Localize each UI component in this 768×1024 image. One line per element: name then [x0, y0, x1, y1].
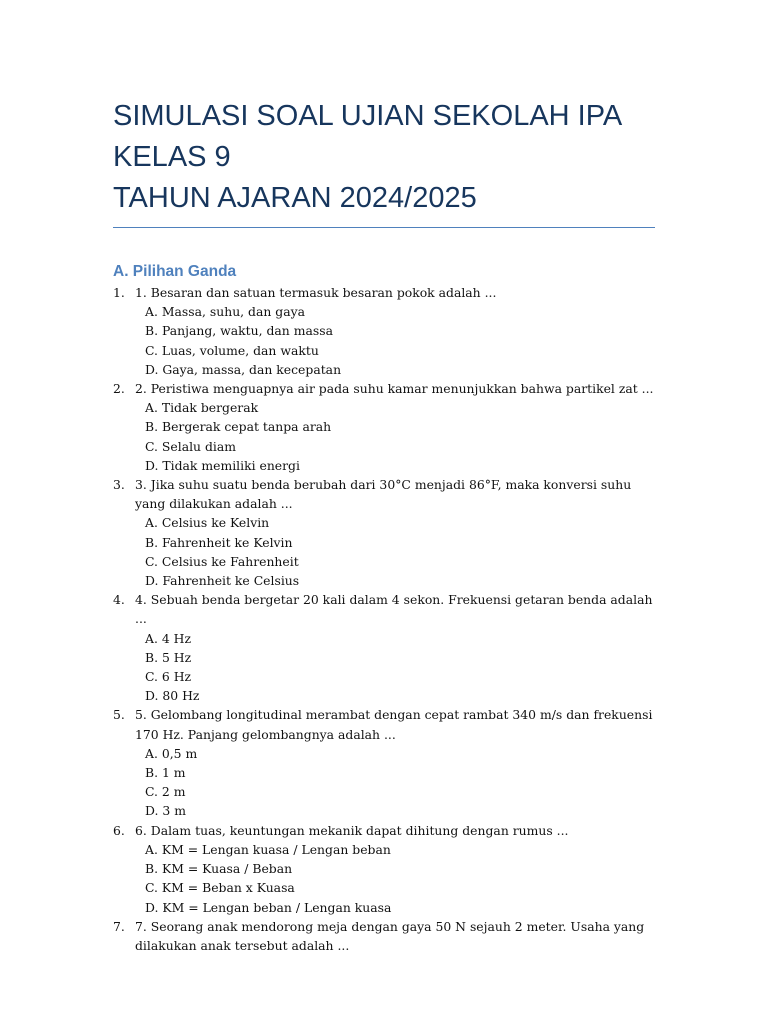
- answer-option: B. Fahrenheit ke Kelvin: [145, 534, 293, 550]
- answer-options: [135, 744, 658, 821]
- answer-option: C. KM = Beban x Kuasa: [145, 880, 295, 896]
- answer-option: D. 80 Hz: [145, 688, 200, 704]
- question-item: [113, 821, 658, 917]
- document-page: [113, 96, 658, 955]
- title-line: SIMULASI SOAL UJIAN SEKOLAH IPA: [113, 100, 623, 132]
- answer-option: C. 2 m: [145, 784, 186, 800]
- answer-option: A. 0,5 m: [145, 745, 198, 761]
- answer-option: C. Selalu diam: [145, 438, 236, 454]
- answer-option: B. Bergerak cepat tanpa arah: [145, 419, 332, 435]
- answer-options: [135, 302, 658, 379]
- answer-option: A. 4 Hz: [145, 630, 191, 646]
- section-heading: A. Pilihan Ganda: [113, 263, 237, 280]
- answer-option: A. Massa, suhu, dan gaya: [145, 304, 306, 320]
- answer-option: C. Celsius ke Fahrenheit: [145, 553, 299, 569]
- answer-option: D. Gaya, massa, dan kecepatan: [145, 361, 342, 377]
- question-number: 1.: [113, 285, 125, 300]
- question-item: [113, 705, 658, 820]
- answer-option: B. Panjang, waktu, dan massa: [145, 323, 333, 339]
- answer-options: [135, 513, 658, 590]
- question-item: [113, 475, 658, 590]
- answer-option: C. Luas, volume, dan waktu: [145, 342, 319, 358]
- question-item: [113, 283, 658, 379]
- question-item: [113, 379, 658, 475]
- answer-option: C. 6 Hz: [145, 669, 192, 685]
- document-title: [113, 96, 658, 219]
- answer-options: [135, 398, 658, 475]
- answer-option: B. KM = Kuasa / Beban: [145, 861, 293, 877]
- question-text: 7. Seorang anak mendorong meja dengan gaya 50 N sejauh 2 meter. Usaha yang dilakukan anak tersebut adalah ...: [135, 918, 645, 953]
- question-number: 5.: [113, 707, 125, 723]
- question-number: 7.: [113, 918, 125, 934]
- question-number: 4.: [113, 592, 125, 608]
- answer-option: D. KM = Lengan beban / Lengan kuasa: [145, 899, 392, 915]
- question-list: [113, 283, 658, 955]
- question-item: [113, 590, 658, 705]
- answer-option: D. Fahrenheit ke Celsius: [145, 573, 300, 589]
- answer-option: D. Tidak memiliki energi: [145, 457, 300, 473]
- question-text: 4. Sebuah benda bergetar 20 kali dalam 4 sekon. Frekuensi getaran benda adalah ...: [135, 592, 653, 627]
- answer-options: [135, 629, 658, 706]
- answer-options: [135, 840, 658, 917]
- question-text: 5. Gelombang longitudinal merambat dengan cepat rambat 340 m/s dan frekuensi 170 Hz. Panjang gelombangnya adalah ...: [135, 707, 653, 742]
- answer-option: B. 1 m: [145, 765, 186, 781]
- question-number: 3.: [113, 477, 125, 493]
- question-text: 3. Jika suhu suatu benda berubah dari 30°C menjadi 86°F, maka konversi suhu yang dilakukan adalah ...: [135, 477, 632, 512]
- title-line: KELAS 9: [113, 141, 231, 173]
- title-divider: [113, 227, 655, 228]
- answer-option: A. KM = Lengan kuasa / Lengan beban: [145, 841, 391, 857]
- question-number: 6.: [113, 822, 125, 838]
- answer-option: D. 3 m: [145, 803, 186, 819]
- question-item: [113, 917, 658, 955]
- question-text: 2. Peristiwa menguapnya air pada suhu kamar menunjukkan bahwa partikel zat ...: [135, 381, 654, 397]
- answer-option: A. Tidak bergerak: [145, 400, 259, 416]
- answer-option: B. 5 Hz: [145, 649, 192, 665]
- question-text: 6. Dalam tuas, keuntungan mekanik dapat dihitung dengan rumus ...: [135, 822, 569, 838]
- question-number: 2.: [113, 381, 125, 397]
- title-line: TAHUN AJARAN 2024/2025: [113, 182, 477, 214]
- question-text: 1. Besaran dan satuan termasuk besaran pokok adalah ...: [135, 285, 497, 300]
- answer-option: A. Celsius ke Kelvin: [145, 515, 270, 531]
